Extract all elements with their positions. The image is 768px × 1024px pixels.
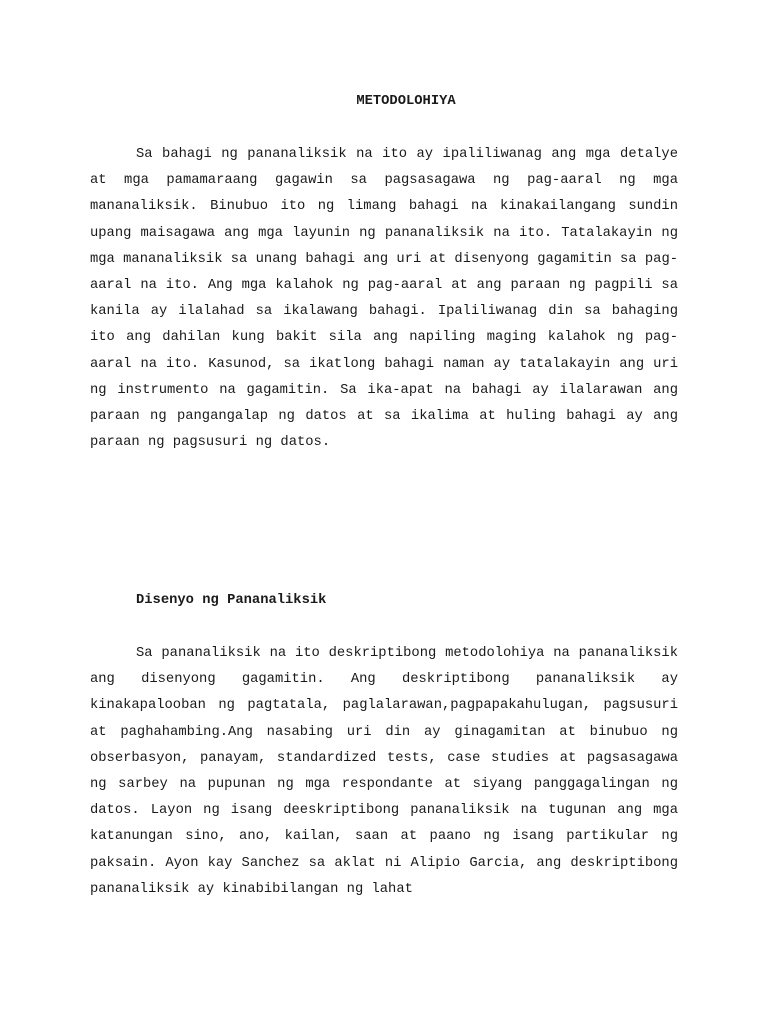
section-paragraph: Sa pananaliksik na ito deskriptibong metodolohiya na pananaliksik ang disenyong gagamitin. Ang deskriptibong pananaliksik ay kinakapalooban ng pagtatala, paglalarawan,pagpapakahulugan, pagsusuri at paghahambing.Ang nasabing uri din ay ginagamitan at binubuo ng obserbasyon, panayam, standardized tests, case studies at pagsasagawa ng sarbey na pupunan ng mga respondante at siyang panggagalingan ng datos. Layon ng isang deeskriptibong pananaliksik na tugunan ang mga katanungan sino, ano, kailan, saan at paano ng isang partikular ng paksain. Ayon kay Sanchez sa aklat ni Alipio Garcia, ang deskriptibong pananaliksik ay kinabibilangan ng lahat <box>90 646 678 897</box>
section-heading: Disenyo ng Pananaliksik <box>136 593 327 608</box>
page-title: METODOLOHIYA <box>356 94 456 109</box>
intro-paragraph: Sa bahagi ng pananaliksik na ito ay ipaliliwanag ang mga detalye at mga pamamaraang gagawin sa pagsasagawa ng pag-aaral ng mga mananaliksik. Binubuo ito ng limang bahagi na kinakailangang sundin upang maisagawa ang mga layunin ng pananaliksik na ito. Tatalakayin ng mga mananaliksik sa unang bahagi ang uri at disenyong gagamitin sa pag-aaral na ito. Ang mga kalahok ng pag-aaral at ang paraan ng pagpili sa kanila ay ilalahad sa ikalawang bahagi. Ipaliliwanag din sa bahaging ito ang dahilan kung bakit sila ang napiling maging kalahok ng pag-aaral na ito. Kasunod, sa ikatlong bahagi naman ay tatalakayin ang uri ng instrumento na gagamitin. Sa ika-apat na bahagi ay ilalarawan ang paraan ng pangangalap ng datos at sa ikalima at huling bahagi ay ang paraan ng pagsusuri ng datos. <box>90 147 678 451</box>
